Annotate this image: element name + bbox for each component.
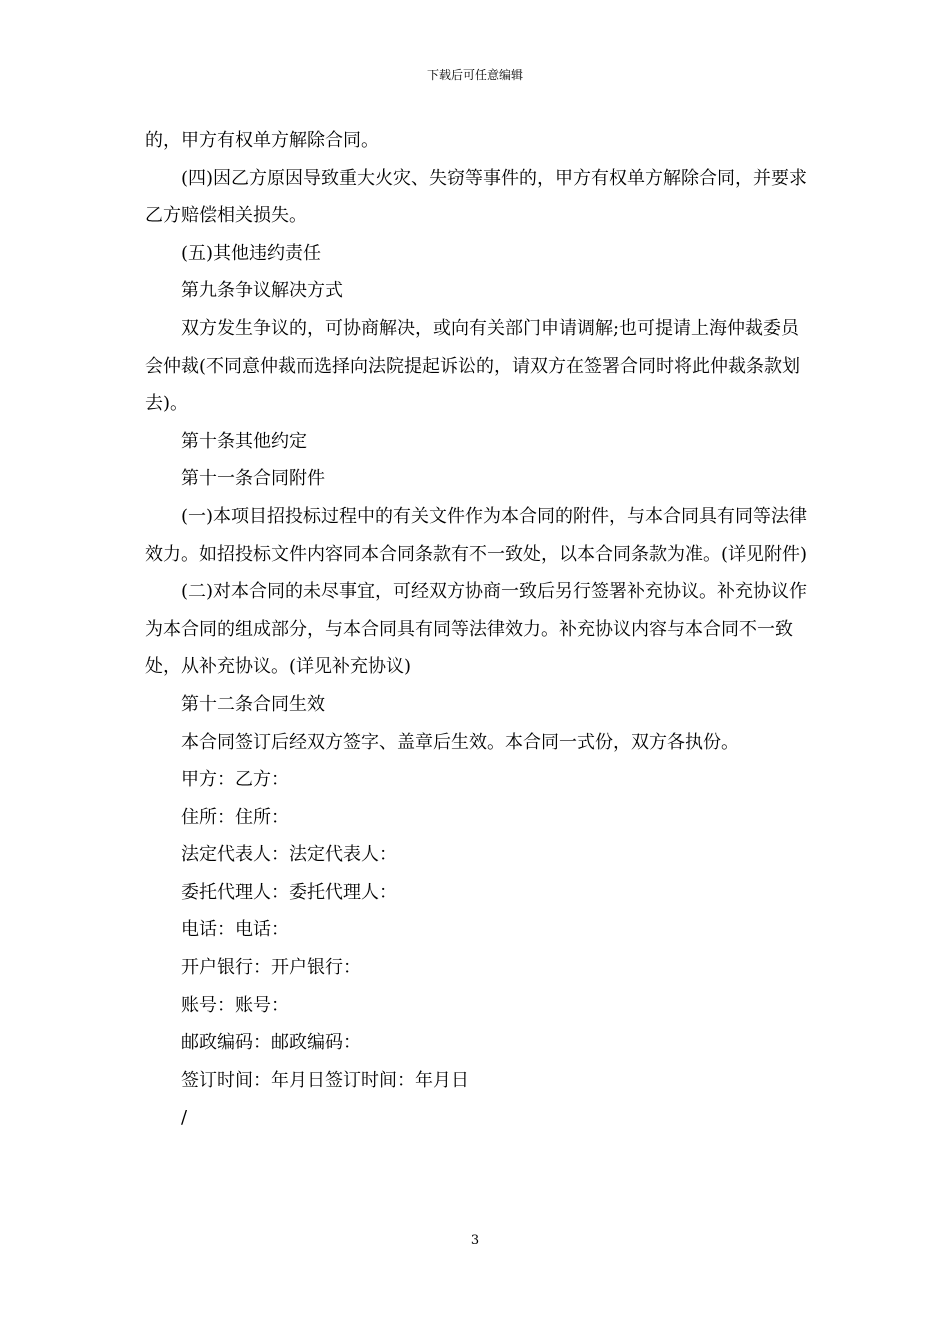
page-number: 3	[470, 1233, 480, 1248]
paragraph-termination-continued: 的，甲方有权单方解除合同。	[145, 130, 379, 151]
signature-bank-line: 开户银行：开户银行：	[181, 957, 361, 979]
paragraph-attachment-1: (一)本项目招投标过程中的有关文件作为本合同的附件，与本合同具有同等法律效力。如招投标文件内容同本合同条款有不一致处，以本合同条款为准。(详见附件)	[145, 505, 808, 565]
signature-legal-rep-line: 法定代表人：法定代表人：	[181, 844, 397, 866]
signature-party-line: 甲方：乙方：	[181, 769, 289, 791]
document-body	[145, 122, 815, 1137]
paragraph-effectiveness: 本合同签订后经双方签字、盖章后生效。本合同一式份，双方各执份。	[181, 731, 739, 753]
signature-agent-line: 委托代理人：委托代理人：	[181, 881, 397, 903]
article-9-heading: 第九条争议解决方式	[181, 280, 343, 302]
paragraph-dispute-resolution: 双方发生争议的，可协商解决，或向有关部门申请调解;也可提请上海仲裁委员会仲裁(不同意仲裁而选择向法院提起诉讼的，请双方在签署合同时将此仲裁条款划去)。	[145, 317, 801, 415]
signature-phone-line: 电话：电话：	[181, 919, 289, 941]
signature-postcode-line: 邮政编码：邮政编码：	[181, 1032, 361, 1054]
article-10-heading: 第十条其他约定	[181, 430, 307, 452]
trailing-slash: /	[181, 1107, 188, 1129]
signature-address-line: 住所：住所：	[181, 806, 289, 828]
paragraph-clause-5: (五)其他违约责任	[181, 242, 322, 264]
article-12-heading: 第十二条合同生效	[181, 693, 325, 715]
page-header: 下载后可任意编辑	[426, 68, 523, 82]
paragraph-attachment-2: (二)对本合同的未尽事宜，可经双方协商一致后另行签署补充协议。补充协议作为本合同的组成部分，与本合同具有同等法律效力。补充协议内容与本合同不一致处，从补充协议。(详见补充协议)	[145, 581, 808, 678]
article-11-heading: 第十一条合同附件	[181, 468, 325, 490]
signature-date-line: 签订时间：年月日签订时间：年月日	[181, 1069, 469, 1091]
signature-account-line: 账号：账号：	[181, 994, 289, 1016]
paragraph-clause-4: (四)因乙方原因导致重大火灾、失窃等事件的，甲方有权单方解除合同，并要求乙方赔偿相关损失。	[145, 167, 808, 227]
